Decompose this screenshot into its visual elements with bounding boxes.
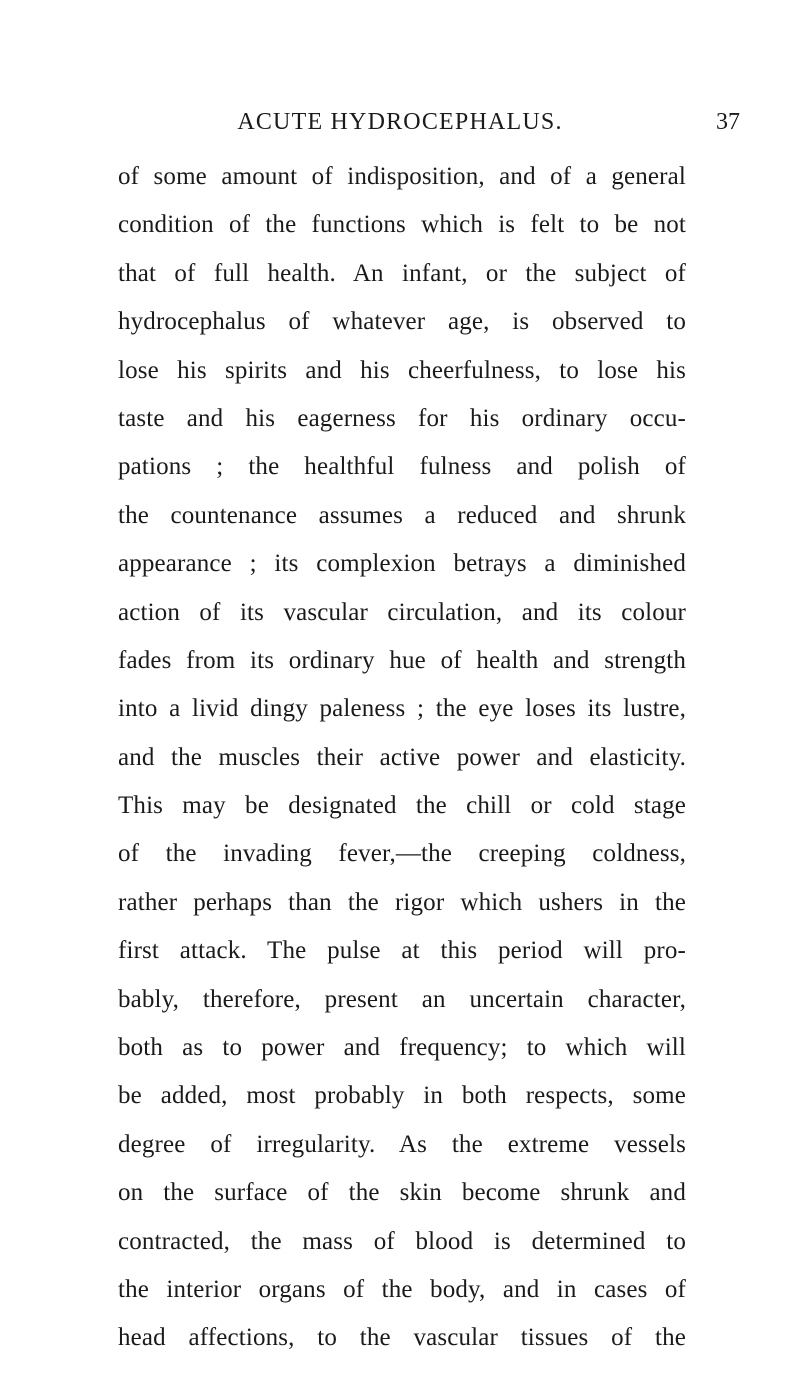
text-line: first attack. The pulse at this period will pro- xyxy=(118,937,686,965)
text-line: fades from its ordinary hue of health and strength xyxy=(118,646,686,674)
text-line: action of its vascular circulation, and its colour xyxy=(118,598,686,626)
text-line: the interior organs of the body, and in cases of xyxy=(118,1275,686,1303)
text-line: degree of irregularity. As the extreme vessels xyxy=(118,1130,686,1158)
text-line: This may be designated the chill or cold stage xyxy=(118,792,686,820)
text-line: hydrocephalus of whatever age, is observed to xyxy=(118,308,686,336)
text-line: on the surface of the skin become shrunk and xyxy=(118,1179,686,1207)
page-number: 37 xyxy=(716,109,740,135)
text-line: both as to power and frequency; to which will xyxy=(118,1034,686,1062)
running-title: ACUTE HYDROCEPHALUS. xyxy=(237,109,563,135)
text-line: the countenance assumes a reduced and shrunk xyxy=(118,501,686,529)
text-line: of the invading fever,—the creeping coldness, xyxy=(118,840,686,868)
text-line: into a livid dingy paleness ; the eye loses its lustre, xyxy=(118,695,686,723)
text-line: condition of the functions which is felt to be not xyxy=(118,211,686,239)
text-line: and the muscles their active power and elasticity. xyxy=(118,743,686,771)
text-line: contracted, the mass of blood is determined to xyxy=(118,1227,686,1255)
text-line: appearance ; its complexion betrays a diminished xyxy=(118,550,686,578)
text-line: pations ; the healthful fulness and polish of xyxy=(118,453,686,481)
text-line: taste and his eagerness for his ordinary occu- xyxy=(118,404,686,432)
text-line: that of full health. An infant, or the subject of xyxy=(118,259,686,287)
text-line: lose his spirits and his cheerfulness, to lose his xyxy=(118,356,686,384)
text-line: of some amount of indisposition, and of a general xyxy=(118,163,686,190)
text-line: rather perhaps than the rigor which ushers in the xyxy=(118,888,686,916)
body-paragraph xyxy=(118,161,686,1371)
text-line: head affections, to the vascular tissues of the xyxy=(118,1324,686,1352)
text-line: bably, therefore, present an uncertain character, xyxy=(118,985,686,1013)
running-head xyxy=(60,104,740,140)
text-line: be added, most probably in both respects, some xyxy=(118,1082,686,1110)
